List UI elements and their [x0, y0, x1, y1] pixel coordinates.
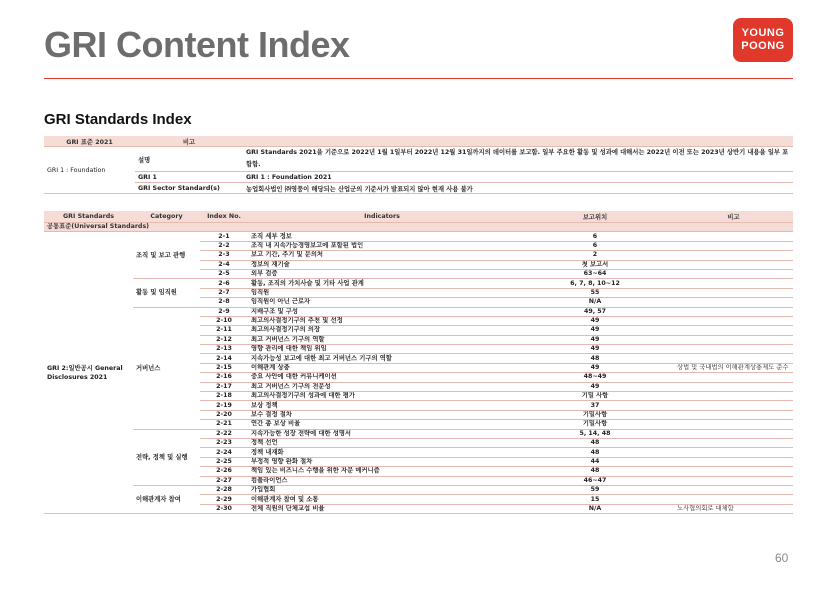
- note: [674, 326, 793, 335]
- indicator: 정책 선언: [248, 438, 516, 447]
- table-row: [44, 307, 793, 316]
- index-no: 2-9: [200, 307, 248, 316]
- index-no: 2-20: [200, 410, 248, 419]
- report-location: 6, 7, 8, 10~12: [516, 279, 674, 288]
- report-location: 기밀 사항: [516, 392, 674, 401]
- indicator: 보상 정책: [248, 401, 516, 410]
- note: [674, 457, 793, 466]
- indicator: 이해관계자 참여 및 소통: [248, 495, 516, 504]
- category-label: 활동 및 임직원: [133, 279, 200, 307]
- note: [674, 269, 793, 278]
- note: [674, 251, 793, 260]
- index-no: 2-16: [200, 373, 248, 382]
- note: [674, 345, 793, 354]
- table-row: [44, 147, 793, 172]
- indicator: 책임 있는 비즈니스 수행을 위한 자문 메커니즘: [248, 467, 516, 476]
- indicator: 가입협회: [248, 485, 516, 494]
- note: [674, 279, 793, 288]
- indicator: 보수 결정 절차: [248, 410, 516, 419]
- gri-standards-table: [44, 211, 793, 514]
- header-cell: GRI 표준 2021: [44, 136, 135, 147]
- note: [674, 298, 793, 307]
- report-location: 49: [516, 326, 674, 335]
- group-label: 공통표준(Universal Standards): [44, 223, 793, 232]
- index-no: 2-28: [200, 485, 248, 494]
- indicator: 정책 내재화: [248, 448, 516, 457]
- report-location: 기밀사항: [516, 410, 674, 419]
- index-no: 2-7: [200, 288, 248, 297]
- report-location: 15: [516, 495, 674, 504]
- note: 상법 및 국내법의 이해관계상충제도 준수: [674, 363, 793, 372]
- table-body: [44, 223, 793, 514]
- report-location: 6: [516, 232, 674, 241]
- table-row: [44, 172, 793, 183]
- index-no: 2-19: [200, 401, 248, 410]
- logo-line-1: YOUNG: [741, 27, 785, 39]
- header-indicators: Indicators: [248, 211, 516, 223]
- row-label: GRI Sector Standard(s): [135, 183, 243, 194]
- index-no: 2-11: [200, 326, 248, 335]
- row-value: GRI 1 : Foundation 2021: [243, 172, 793, 183]
- index-no: 2-18: [200, 392, 248, 401]
- indicator: 영향 관리에 대한 책임 위임: [248, 345, 516, 354]
- table-row: [44, 279, 793, 288]
- index-no: 2-6: [200, 279, 248, 288]
- note: [674, 448, 793, 457]
- page-title: GRI Content Index: [44, 24, 350, 65]
- page-number: 60: [775, 551, 789, 565]
- row-value: GRI Standards 2021을 기준으로 2022년 1월 1일부터 2022년 12월 31일까지의 데이터를 보고함. 일부 주요한 활동 및 성과에 대해서는 2022년 이전 또는 2023년 상반기 내용을 일부 포함함.: [243, 147, 793, 172]
- report-location: 48~49: [516, 373, 674, 382]
- report-location: 5, 14, 48: [516, 429, 674, 438]
- indicator: 지속가능한 성장 전략에 대한 성명서: [248, 429, 516, 438]
- header-category: Category: [133, 211, 200, 223]
- indicator: 부정적 영향 완화 절차: [248, 457, 516, 466]
- report-location: 첫 보고서: [516, 260, 674, 269]
- index-no: 2-21: [200, 420, 248, 429]
- note: [674, 260, 793, 269]
- index-no: 2-3: [200, 251, 248, 260]
- index-no: 2-4: [200, 260, 248, 269]
- section-title: GRI Standards Index: [44, 111, 192, 128]
- index-no: 2-8: [200, 298, 248, 307]
- index-no: 2-12: [200, 335, 248, 344]
- indicator: 지속가능성 보고에 대한 최고 거버넌스 기구의 역할: [248, 354, 516, 363]
- indicator: 최고의사결정기구의 의장: [248, 326, 516, 335]
- note: [674, 382, 793, 391]
- note: [674, 476, 793, 485]
- category-label: 거버넌스: [133, 307, 200, 429]
- report-location: 49, 57: [516, 307, 674, 316]
- table-row: [44, 485, 793, 494]
- note: [674, 354, 793, 363]
- indicator: 조직 세부 정보: [248, 232, 516, 241]
- indicator: 최고의사결정기구의 성과에 대한 평가: [248, 392, 516, 401]
- gri-standard-label: GRI 2:일반공시 General Disclosures 2021: [44, 232, 133, 514]
- index-no: 2-23: [200, 438, 248, 447]
- indicator: 활동, 조직의 가치사슬 및 기타 사업 관계: [248, 279, 516, 288]
- report-location: 49: [516, 316, 674, 325]
- report-location: 63~64: [516, 269, 674, 278]
- table-row: [44, 183, 793, 194]
- report-location: N/A: [516, 504, 674, 513]
- note: [674, 495, 793, 504]
- note: [674, 485, 793, 494]
- report-location: 48: [516, 438, 674, 447]
- index-no: 2-25: [200, 457, 248, 466]
- report-location: N/A: [516, 298, 674, 307]
- header-gri-standards: GRI Standards: [44, 211, 133, 223]
- foundation-group-label: GRI 1 : Foundation: [44, 147, 135, 194]
- note: [674, 401, 793, 410]
- indicator: 임직원이 아닌 근로자: [248, 298, 516, 307]
- indicator: 조직 내 지속가능경영보고에 포함된 법인: [248, 241, 516, 250]
- gri-foundation-table: [44, 136, 793, 194]
- row-value: 농업회사법인 ㈜영풍이 해당되는 산업군의 기준서가 발표되지 않아 현재 사용 불가: [243, 183, 793, 194]
- note: [674, 438, 793, 447]
- header-note: 비고: [674, 211, 793, 223]
- index-no: 2-29: [200, 495, 248, 504]
- indicator: 이해관계 상충: [248, 363, 516, 372]
- table-header-row: [44, 211, 793, 223]
- report-location: 55: [516, 288, 674, 297]
- report-location: 59: [516, 485, 674, 494]
- row-label: GRI 1: [135, 172, 243, 183]
- note: [674, 420, 793, 429]
- indicator: 정보의 재기술: [248, 260, 516, 269]
- note: [674, 467, 793, 476]
- table-row: [44, 429, 793, 438]
- report-location: 44: [516, 457, 674, 466]
- company-logo: [733, 18, 793, 62]
- report-location: 37: [516, 401, 674, 410]
- report-location: 49: [516, 335, 674, 344]
- indicator: 최고 거버넌스 기구의 역할: [248, 335, 516, 344]
- note: [674, 232, 793, 241]
- report-location: 49: [516, 345, 674, 354]
- group-row: [44, 223, 793, 232]
- note: [674, 410, 793, 419]
- index-no: 2-14: [200, 354, 248, 363]
- index-no: 2-26: [200, 467, 248, 476]
- category-label: 이해관계자 참여: [133, 485, 200, 513]
- indicator: 최고 거버넌스 기구의 전문성: [248, 382, 516, 391]
- report-location: 48: [516, 448, 674, 457]
- index-no: 2-10: [200, 316, 248, 325]
- report-location: 6: [516, 241, 674, 250]
- indicator: 보고 기간, 주기 및 문의처: [248, 251, 516, 260]
- report-location: 2: [516, 251, 674, 260]
- category-label: 전략, 정책 및 실행: [133, 429, 200, 485]
- index-no: 2-30: [200, 504, 248, 513]
- indicator: 컴플라이언스: [248, 476, 516, 485]
- indicator: 최고의사결정기구의 추천 및 선정: [248, 316, 516, 325]
- index-no: 2-27: [200, 476, 248, 485]
- index-no: 2-17: [200, 382, 248, 391]
- note: [674, 335, 793, 344]
- report-location: 48: [516, 354, 674, 363]
- index-no: 2-22: [200, 429, 248, 438]
- title-divider: [44, 78, 793, 79]
- index-no: 2-5: [200, 269, 248, 278]
- note: [674, 288, 793, 297]
- row-label: 설명: [135, 147, 243, 172]
- indicator: 임직원: [248, 288, 516, 297]
- header-index-no: Index No.: [200, 211, 248, 223]
- indicator: 외부 검증: [248, 269, 516, 278]
- index-no: 2-2: [200, 241, 248, 250]
- indicator: 중요 사안에 대한 커뮤니케이션: [248, 373, 516, 382]
- report-location: 46~47: [516, 476, 674, 485]
- note: [674, 373, 793, 382]
- header-location: 보고위치: [516, 211, 674, 223]
- table-header-row: [44, 136, 793, 147]
- note: [674, 241, 793, 250]
- category-label: 조직 및 보고 관행: [133, 232, 200, 279]
- report-location: 49: [516, 363, 674, 372]
- index-no: 2-15: [200, 363, 248, 372]
- report-location: 48: [516, 467, 674, 476]
- note: 노사협의회로 대체함: [674, 504, 793, 513]
- report-location: 49: [516, 382, 674, 391]
- index-no: 2-13: [200, 345, 248, 354]
- indicator: 지배구조 및 구성: [248, 307, 516, 316]
- header-cell: 비고: [135, 136, 243, 147]
- note: [674, 307, 793, 316]
- header-cell: [243, 136, 793, 147]
- note: [674, 392, 793, 401]
- logo-line-2: POONG: [741, 40, 785, 52]
- note: [674, 316, 793, 325]
- index-no: 2-24: [200, 448, 248, 457]
- indicator: 전체 직원의 단체교섭 비율: [248, 504, 516, 513]
- report-location: 기밀사항: [516, 420, 674, 429]
- indicator: 연간 총 보상 비율: [248, 420, 516, 429]
- note: [674, 429, 793, 438]
- index-no: 2-1: [200, 232, 248, 241]
- table-row: [44, 232, 793, 241]
